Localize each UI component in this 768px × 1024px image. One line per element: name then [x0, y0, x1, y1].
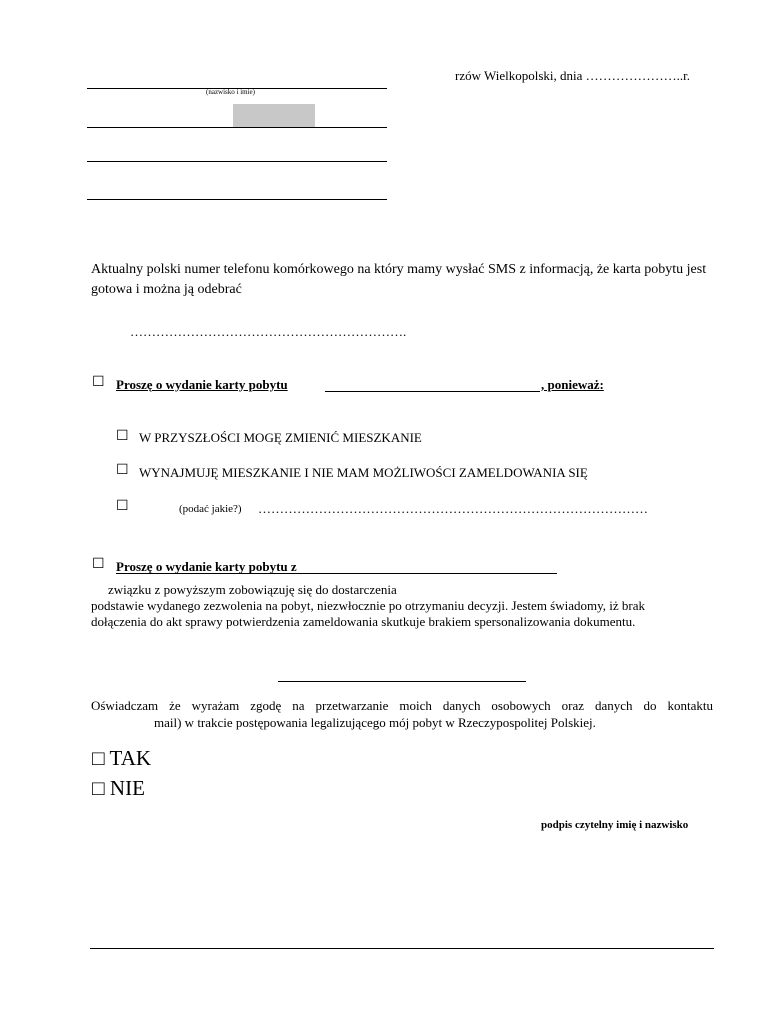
request2-line3: dołączenia do akt sprawy potwierdzenia zameldowania skutkuje brakiem spersonalizowania dokumentu. — [91, 614, 636, 629]
request1-lead: Proszę o wydanie karty pobytu — [116, 377, 288, 392]
request1-checkbox[interactable]: ☐ — [92, 374, 105, 390]
address-line-1[interactable] — [87, 127, 387, 128]
phone-number-field[interactable]: ………………………………………………………. — [130, 324, 407, 339]
request1-tail: , ponieważ: — [541, 377, 604, 392]
signature-label: podpis czytelny imię i nazwisko — [541, 819, 689, 831]
phone-paragraph: Aktualny polski numer telefonu komórkowego na który mamy wysłać SMS z informacją, że karta pobytu jest gotowa i można ją odebrać — [91, 262, 707, 297]
option1-label: W PRZYSZŁOŚCI MOGĘ ZMIENIĆ MIESZKANIE — [139, 430, 422, 445]
request2-line1: związku z powyższym zobowiązuję się do dostarczenia — [108, 582, 397, 597]
place-date-line: rzów Wielkopolski, dnia …………………..r. — [455, 68, 691, 83]
request2-line2: podstawie wydanego zezwolenia na pobyt, niezwłocznie po otrzymaniu decyzji. Jestem świadomy, iż brak — [91, 598, 646, 613]
consent-no-option[interactable]: □ NIE — [92, 776, 145, 800]
option1-checkbox[interactable]: ☐ — [116, 428, 129, 444]
footer-line — [90, 948, 714, 949]
address-line-3[interactable] — [87, 199, 387, 200]
request2-underline[interactable] — [116, 573, 557, 574]
consent-line2: mail) w trakcie postępowania legalizującego mój pobyt w Rzeczypospolitej Polskiej. — [154, 715, 596, 730]
name-label: (nazwisko i imie) — [206, 88, 255, 96]
request1-blank-line[interactable] — [325, 391, 540, 392]
option2-checkbox[interactable]: ☐ — [116, 462, 129, 478]
consent-yes-option[interactable]: □ TAK — [92, 746, 152, 770]
separator-line — [278, 681, 526, 682]
option2-label: WYNAJMUJĘ MIESZKANIE I NIE MAM MOŻLIWOŚCI ZAMELDOWANIA SIĘ — [139, 465, 588, 480]
option3-field[interactable]: ……………………………………………………………………………… — [258, 501, 648, 516]
option3-label: (podać jakie?) — [179, 503, 242, 515]
option3-checkbox[interactable]: ☐ — [116, 498, 129, 514]
request2-checkbox[interactable]: ☐ — [92, 556, 105, 572]
redacted-block — [233, 104, 315, 127]
address-line-2[interactable] — [87, 161, 387, 162]
request2-lead: Proszę o wydanie karty pobytu z — [116, 559, 297, 574]
consent-line1: Oświadczam że wyrażam zgodę na przetwarzanie moich danych osobowych oraz danych do kontaktu — [91, 698, 713, 713]
